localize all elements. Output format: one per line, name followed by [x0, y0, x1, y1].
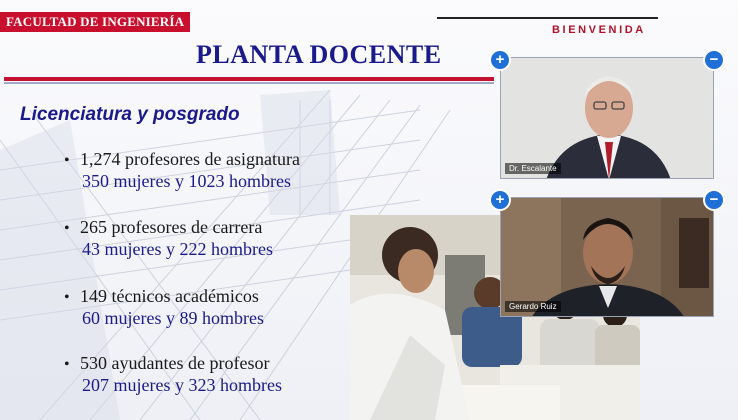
- welcome-label: BIENVENIDA: [552, 24, 646, 36]
- remove-icon[interactable]: −: [705, 51, 723, 69]
- add-icon[interactable]: +: [491, 191, 509, 209]
- bullet-sub-text: 43 mujeres y 222 hombres: [82, 239, 273, 259]
- slide-subtitle: Licenciatura y posgrado: [20, 104, 240, 125]
- add-icon[interactable]: +: [491, 51, 509, 69]
- bullet-main-text: 149 técnicos académicos: [80, 286, 259, 306]
- title-underline-gray: [4, 82, 494, 84]
- remove-icon[interactable]: −: [705, 191, 723, 209]
- bullet-item: • 530 ayudantes de profesor 207 mujeres y 323 hombres: [64, 353, 282, 395]
- participant-name: Gerardo Ruiz: [505, 301, 561, 312]
- bullet-sub-text: 60 mujeres y 89 hombres: [82, 308, 264, 328]
- bullet-sub-text: 207 mujeres y 323 hombres: [82, 375, 282, 395]
- bullet-sub-text: 350 mujeres y 1023 hombres: [82, 171, 291, 191]
- participant-video-tile[interactable]: [500, 197, 714, 317]
- title-underline-red: [4, 77, 494, 81]
- faculty-label: FACULTAD DE INGENIERÍA: [0, 12, 190, 32]
- bullet-item: • 265 profesores de carrera 43 mujeres y 222 hombres: [64, 217, 273, 259]
- participant-name: Dr. Escalante: [505, 163, 561, 174]
- header-rule: [437, 17, 658, 19]
- bullet-main-text: 265 profesores de carrera: [80, 217, 263, 237]
- participant-video-tile[interactable]: [500, 57, 714, 179]
- bullet-item: • 1,274 profesores de asignatura 350 mujeres y 1023 hombres: [64, 149, 300, 191]
- participant-video: [501, 198, 714, 317]
- participant-video: [501, 58, 714, 179]
- bullet-main-text: 530 ayudantes de profesor: [80, 353, 270, 373]
- bullet-item: • 149 técnicos académicos 60 mujeres y 89 hombres: [64, 286, 264, 328]
- bullet-main-text: 1,274 profesores de asignatura: [80, 149, 300, 169]
- slide-title: PLANTA DOCENTE: [196, 40, 442, 69]
